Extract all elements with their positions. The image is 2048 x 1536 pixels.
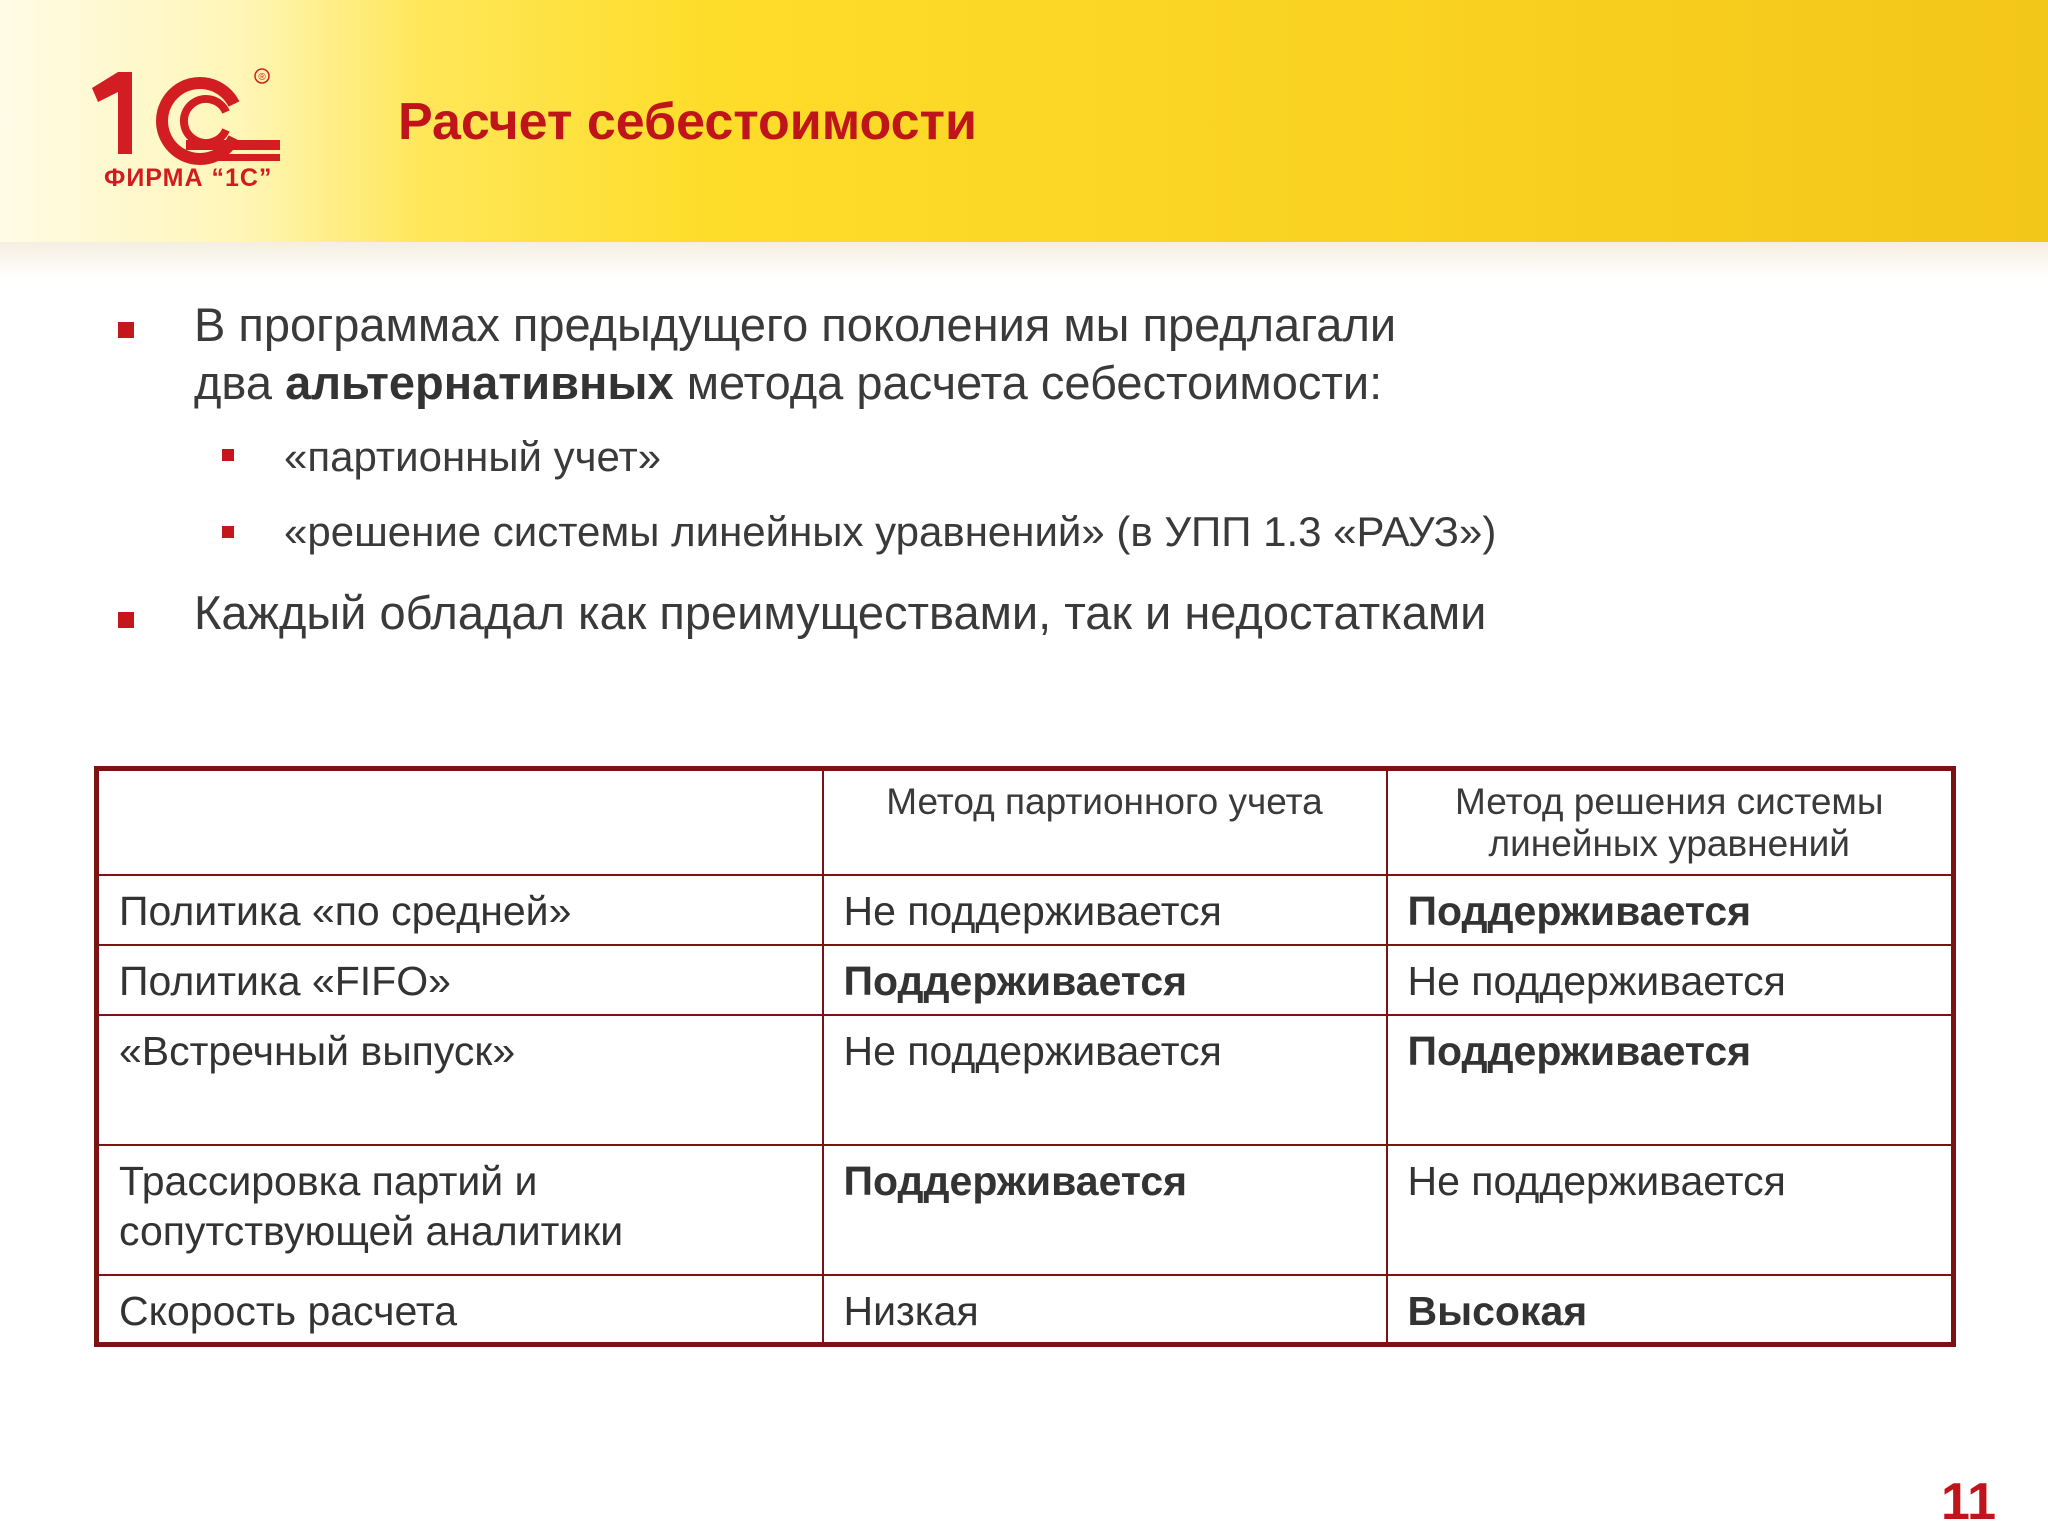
table-header-empty xyxy=(97,769,823,875)
page-number: 11 xyxy=(1941,1473,1996,1531)
bullet-text-1-line-1: В программах предыдущего поколения мы предлагали xyxy=(194,298,1397,351)
table-row xyxy=(97,945,1954,1015)
bullet-text-1-pre: два xyxy=(194,356,286,409)
logo-subtitle: ФИРМА “1С” xyxy=(104,164,273,192)
bullet-text-1-emphasis: альтернативных xyxy=(285,356,674,409)
cell-sle: Поддерживается xyxy=(1387,875,1954,945)
sub-bullet-marker xyxy=(222,526,234,538)
header-shadow xyxy=(0,242,2048,278)
row-label: Трассировка партий и сопутствующей аналитики xyxy=(97,1145,823,1275)
row-label: Политика «FIFO» xyxy=(97,945,823,1015)
row-label: Политика «по средней» xyxy=(97,875,823,945)
row-label: Скорость расчета xyxy=(97,1275,823,1345)
table-header-partion: Метод партионного учета xyxy=(823,769,1387,875)
bullet-text-1-post: метода расчета себестоимости: xyxy=(673,356,1383,409)
table-header-sle: Метод решения системы линейных уравнений xyxy=(1387,769,1954,875)
cell-sle: Не поддерживается xyxy=(1387,1145,1954,1275)
table-row xyxy=(97,1145,1954,1275)
header-band xyxy=(0,0,2048,242)
bullet-marker xyxy=(118,612,134,628)
cell-partion: Поддерживается xyxy=(823,1145,1387,1275)
sub-item-sle: «решение системы линейных уравнений» (в УПП 1.3 «РАУЗ») xyxy=(284,508,1497,555)
table-row xyxy=(97,1015,1954,1145)
table-row xyxy=(97,1275,1954,1345)
cell-sle: Высокая xyxy=(1387,1275,1954,1345)
cell-sle: Поддерживается xyxy=(1387,1015,1954,1145)
row-label: «Встречный выпуск» xyxy=(97,1015,823,1145)
cell-partion: Не поддерживается xyxy=(823,875,1387,945)
cell-partion: Поддерживается xyxy=(823,945,1387,1015)
cell-partion: Не поддерживается xyxy=(823,1015,1387,1145)
cell-partion: Низкая xyxy=(823,1275,1387,1345)
sub-bullet-marker xyxy=(222,449,234,461)
registered-mark: ® xyxy=(258,72,266,83)
sub-item-partion: «партионный учет» xyxy=(284,433,662,480)
bullet-text-2: Каждый обладал как преимуществами, так и недостатками xyxy=(194,586,1487,639)
cell-sle: Не поддерживается xyxy=(1387,945,1954,1015)
page-title: Расчет себестоимости xyxy=(398,93,977,151)
comparison-table xyxy=(94,766,1956,1347)
bullet-marker xyxy=(118,322,134,338)
table-row xyxy=(97,875,1954,945)
table-header-row xyxy=(97,769,1954,875)
bullet-text-1-line-2 xyxy=(194,354,1382,412)
